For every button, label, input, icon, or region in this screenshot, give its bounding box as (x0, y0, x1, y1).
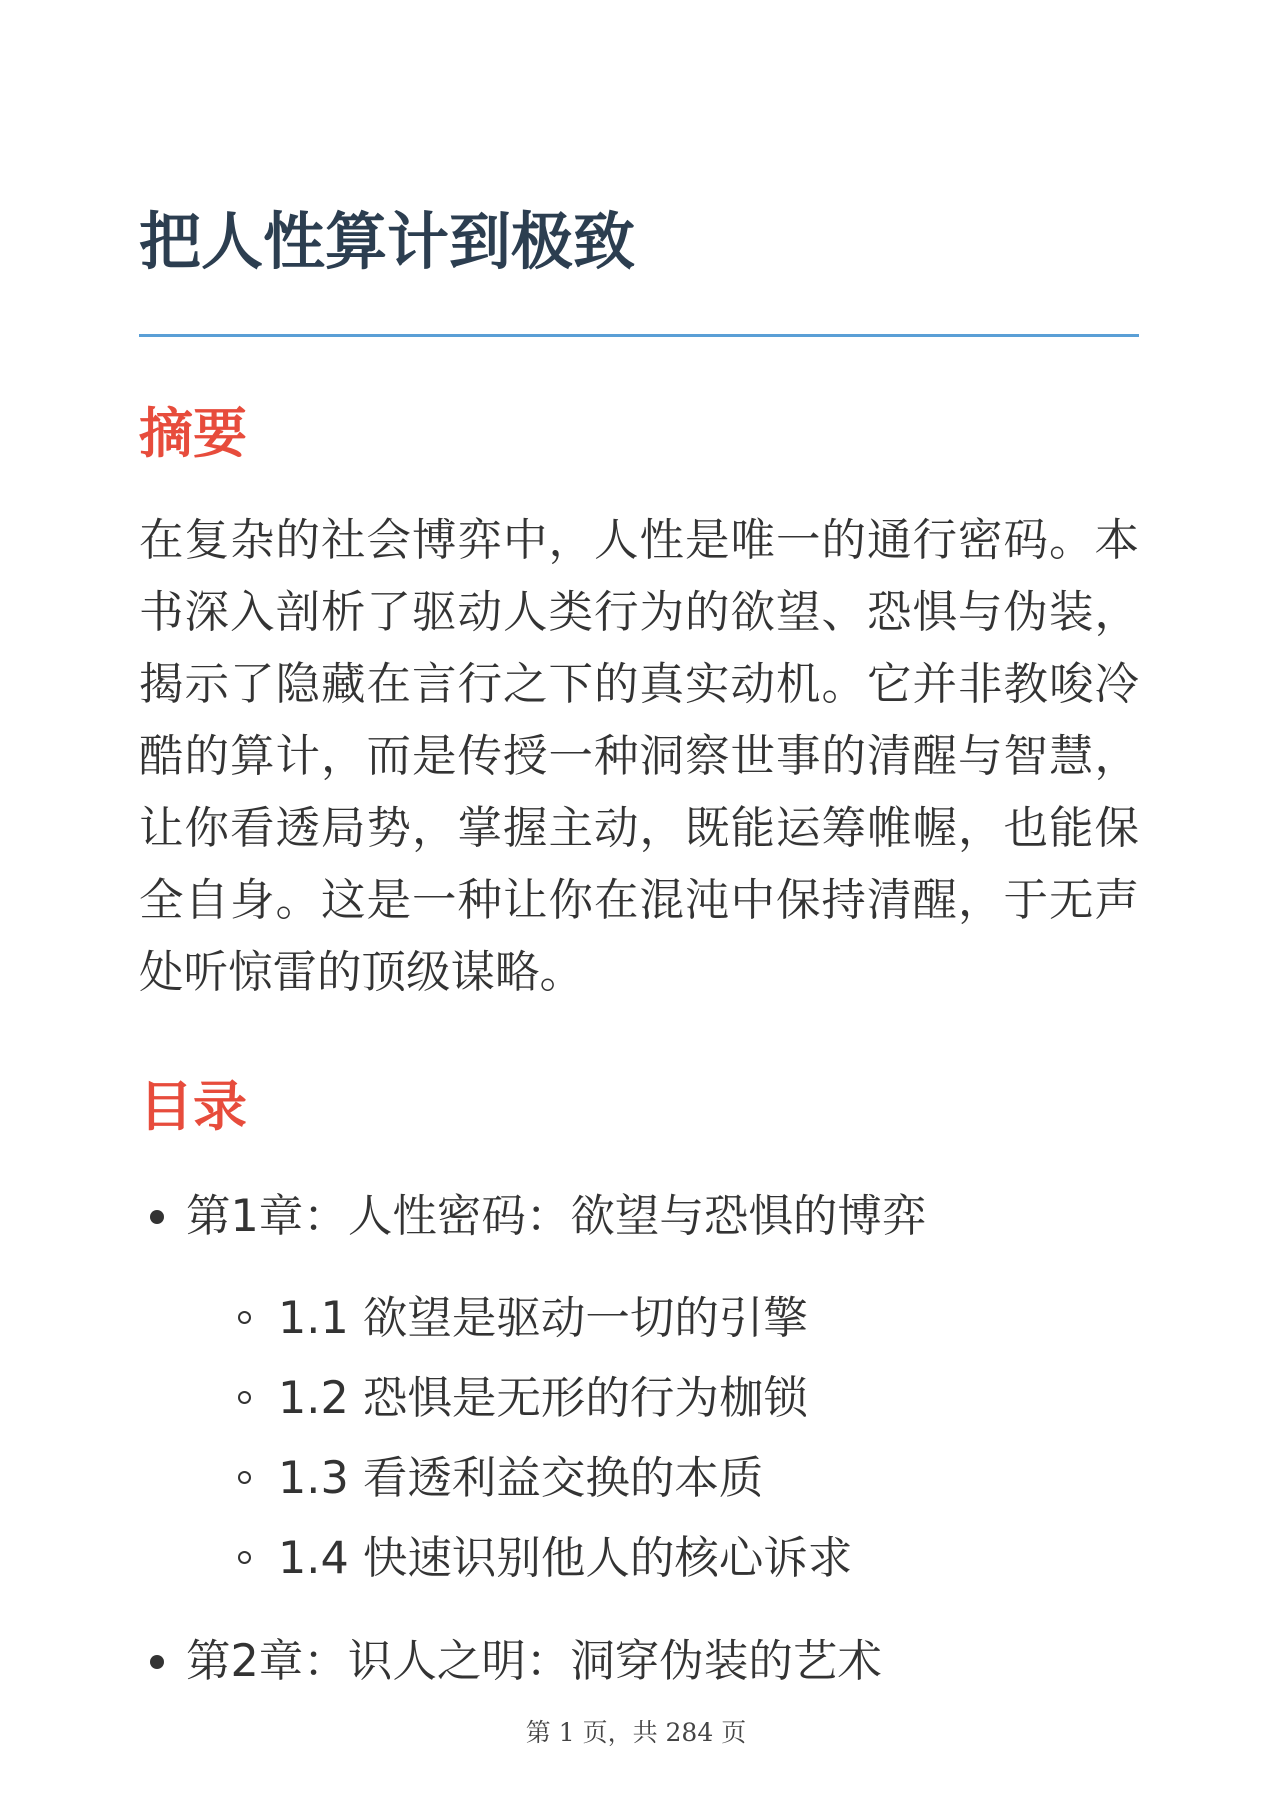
bullet-disc-icon (150, 1655, 164, 1669)
bullet-circle-icon (238, 1471, 251, 1484)
toc-chapter-label: 第1章：人性密码：欲望与恐惧的博弈 (186, 1191, 927, 1242)
abstract-paragraph: 在复杂的社会博弈中，人性是唯一的通行密码。本书深入剖析了驱动人类行为的欲望、恐惧与伪装，揭示了隐藏在言行之下的真实动机。它并非教唆冷酷的算计，而是传授一种洞察世事的清醒与智慧，让你看透局势，掌握主动，既能运筹帷幄，也能保全自身。这是一种让你在混沌中保持清醒，于无声处听惊雷的顶级谋略。 (139, 515, 1139, 998)
document-title: 把人性算计到极致 (139, 205, 636, 278)
toc-section-label: 1.2 恐惧是无形的行为枷锁 (278, 1373, 808, 1424)
bullet-circle-icon (238, 1311, 251, 1324)
page-number-footer: 第 1 页，共 284 页 (525, 1718, 747, 1747)
toc-section-1-3 (278, 1452, 763, 1505)
toc-chapter-1 (186, 1190, 926, 1243)
bullet-disc-icon (150, 1210, 164, 1224)
abstract-heading: 摘要 (139, 402, 247, 465)
toc-heading: 目录 (139, 1075, 247, 1138)
toc-chapter-2 (186, 1635, 882, 1688)
toc-section-label: 1.1 欲望是驱动一切的引擎 (278, 1293, 808, 1344)
toc-section-1-1 (278, 1292, 808, 1345)
toc-section-label: 1.3 看透利益交换的本质 (278, 1453, 764, 1504)
toc-section-1-4 (278, 1532, 852, 1585)
toc-section-1-2 (278, 1372, 808, 1425)
toc-section-label: 1.4 快速识别他人的核心诉求 (278, 1533, 853, 1584)
bullet-circle-icon (238, 1551, 251, 1564)
title-divider (139, 334, 1139, 337)
bullet-circle-icon (238, 1391, 251, 1404)
toc-chapter-label: 第2章：识人之明：洞穿伪装的艺术 (186, 1636, 882, 1687)
